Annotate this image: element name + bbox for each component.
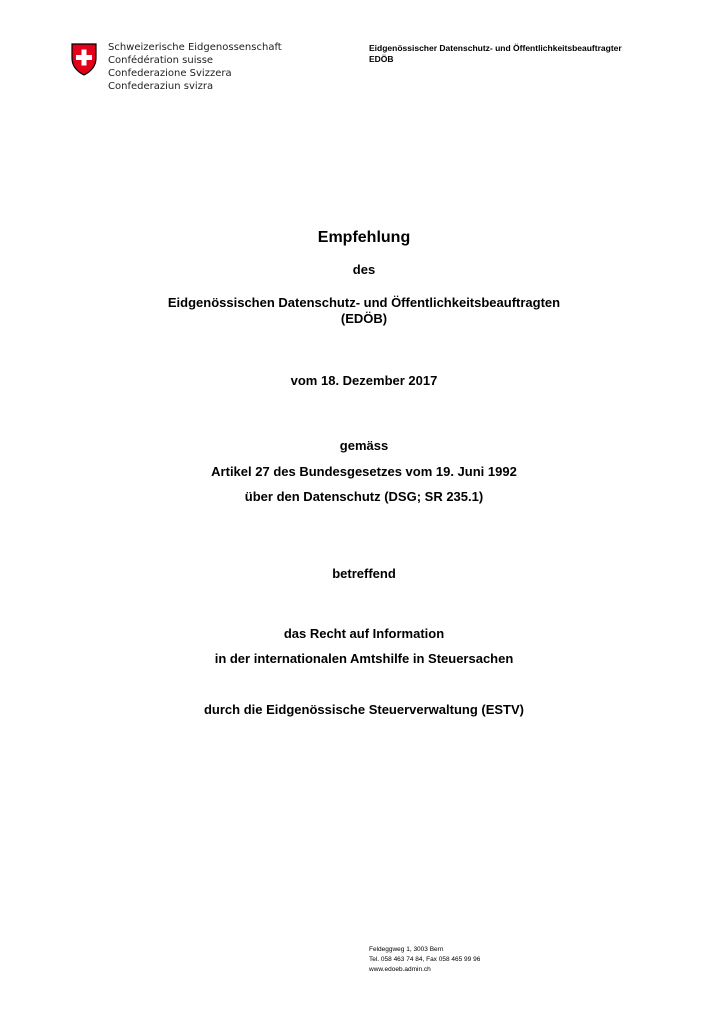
des-line: des (352, 262, 376, 277)
authority-line-2: (EDÖB) (340, 311, 388, 326)
footer-street: Feldeggweg 1, 3003 Bern (369, 946, 444, 953)
law-line-2: über den Datenschutz (DSG; SR 235.1) (244, 489, 484, 504)
logo-line-rm: Confederaziun svizra (108, 81, 214, 92)
by-line: durch die Eidgenössische Steuerverwaltung (ESTV) (203, 702, 525, 717)
footer-address (369, 945, 480, 975)
law-line-1: Artikel 27 des Bundesgesetzes vom 19. Juni 1992 (211, 464, 517, 479)
confederation-names (108, 41, 282, 93)
subject-line-1: das Recht auf Information (283, 626, 445, 641)
gemaess-line: gemäss (339, 438, 389, 453)
footer-phone: Tel. 058 463 74 84, Fax 058 465 99 96 (369, 956, 481, 963)
footer-web: www.edoeb.admin.ch (369, 966, 431, 973)
document-title: Empfehlung (317, 229, 411, 246)
authority-line-1: Eidgenössischen Datenschutz- und Öffentlichkeitsbeauftragten (167, 295, 561, 310)
subject-line-2: in der internationalen Amtshilfe in Steuersachen (214, 651, 514, 666)
date-line: vom 18. Dezember 2017 (290, 373, 438, 388)
swiss-crest-icon (70, 42, 98, 76)
betreffend-line: betreffend (332, 566, 396, 581)
logo-line-it: Confederazione Svizzera (108, 68, 232, 79)
office-abbr: EDÖB (369, 54, 394, 64)
office-header (369, 43, 622, 65)
logo-line-de: Schweizerische Eidgenossenschaft (108, 42, 282, 53)
federal-logo (70, 41, 282, 93)
office-name: Eidgenössischer Datenschutz- und Öffentlichkeitsbeauftragter (369, 43, 622, 53)
logo-line-fr: Confédération suisse (108, 55, 214, 66)
